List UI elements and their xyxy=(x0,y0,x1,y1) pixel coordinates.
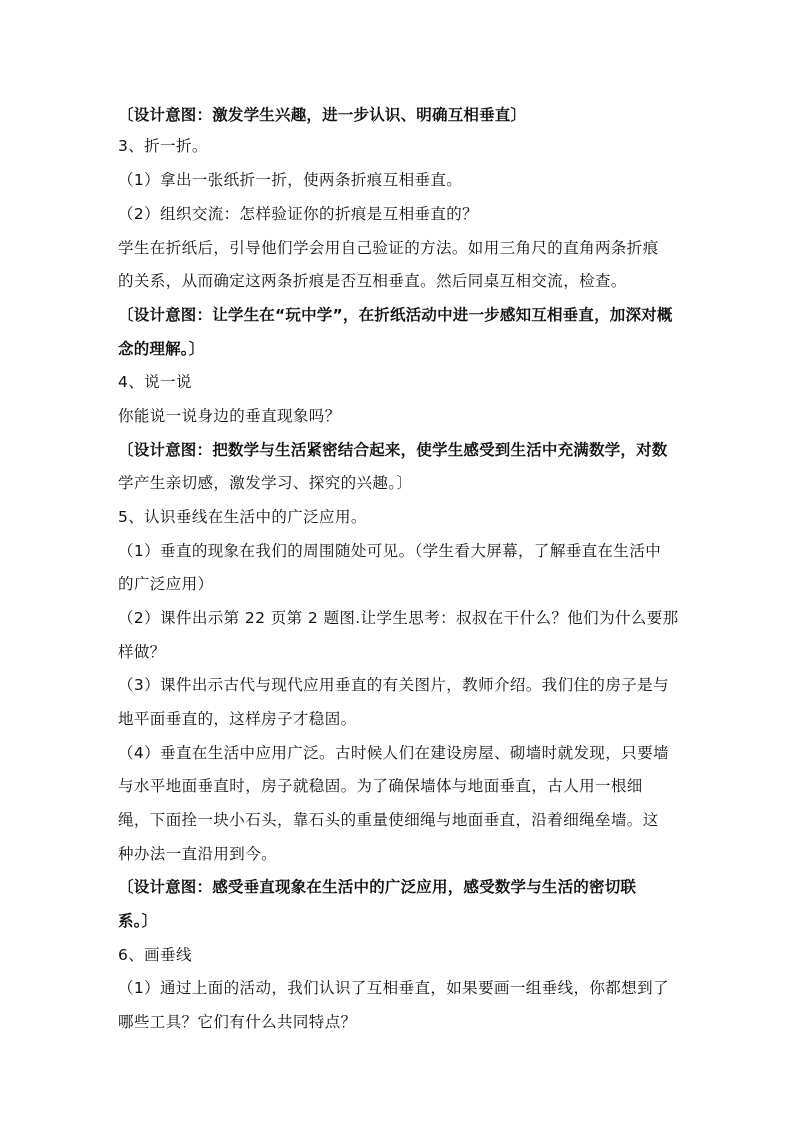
paragraph-line: （1）垂直的现象在我们的周围随处可见。（学生看大屏幕，了解垂直在生活中 xyxy=(118,542,662,560)
section-heading-draw: 6、画垂线 xyxy=(118,946,192,964)
paragraph-line: 种办法一直沿用到今。 xyxy=(118,845,278,863)
design-intent-4: 〔设计意图：感受垂直现象在生活中的广泛应用，感受数学与生活的密切联 xyxy=(118,878,637,896)
design-intent-3: 〔设计意图：把数学与生活紧密结合起来，使学生感受到生活中充满数学，对数 xyxy=(118,441,668,459)
section-heading-applications: 5、认识垂线在生活中的广泛应用。 xyxy=(118,508,367,526)
paragraph-line: （1）通过上面的活动，我们认识了互相垂直，如果要画一组垂线，你都想到了 xyxy=(118,979,669,997)
paragraph-line: 绳，下面拴一块小石头，靠石头的重量使细绳与地面垂直，沿着细绳垒墙。这 xyxy=(118,811,659,829)
paragraph-line: 的广泛应用） xyxy=(118,575,214,593)
paragraph-line: 样做？ xyxy=(118,643,166,661)
paragraph-line: （4）垂直在生活中应用广泛。古时候人们在建设房屋、砌墙时就发现，只要墙 xyxy=(118,744,669,762)
design-intent-2-cont: 念的理解。〕 xyxy=(118,340,205,358)
section-heading-say: 4、说一说 xyxy=(118,373,192,391)
design-intent-3-cont: 学产生亲切感，激发学习、探究的兴趣。〕 xyxy=(118,474,413,492)
paragraph-line: （3）课件出示古代与现代应用垂直的有关图片，教师介绍。我们住的房子是与 xyxy=(118,676,669,694)
paragraph-line: （1）拿出一张纸折一折，使两条折痕互相垂直。 xyxy=(118,171,463,189)
paragraph-line: 哪些工具？它们有什么共同特点？ xyxy=(118,1013,357,1031)
paragraph-line: 你能说一说身边的垂直现象吗？ xyxy=(118,407,341,425)
design-intent-2: 〔设计意图：让学生在“玩中学”，在折纸活动中进一步感知互相垂直，加深对概 xyxy=(118,306,673,324)
paragraph-line: 学生在折纸后，引导他们学会用自己验证的方法。如用三角尺的直角两条折痕 xyxy=(118,239,659,257)
paragraph-line: 地平面垂直的，这样房子才稳固。 xyxy=(118,710,357,728)
design-intent-4-cont: 系。〕 xyxy=(118,912,158,930)
paragraph-line: （2）组织交流：怎样验证你的折痕是互相垂直的？ xyxy=(118,205,479,223)
design-intent-1: 〔设计意图：激发学生兴趣，进一步认识、明确互相垂直〕 xyxy=(118,106,527,124)
paragraph-line: 的关系，从而确定这两条折痕是否互相垂直。然后同桌互相交流，检查。 xyxy=(118,272,627,290)
paragraph-line: （2）课件出示第 22 页第 2 题图.让学生思考：叔叔在干什么？他们为什么要那 xyxy=(118,609,679,627)
paragraph-line: 与水平地面垂直时，房子就稳固。为了确保墙体与地面垂直，古人用一根细 xyxy=(118,777,643,795)
section-heading-fold: 3、折一折。 xyxy=(118,137,208,155)
